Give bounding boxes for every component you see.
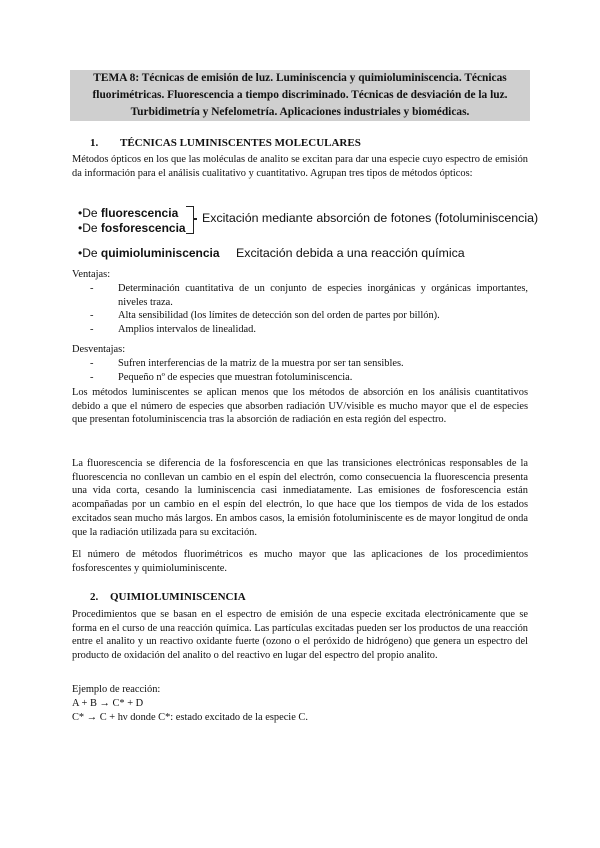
list-item xyxy=(72,309,528,323)
dash-bullet: - xyxy=(90,371,94,383)
list-item-text: Alta sensibilidad (los límites de detección son del orden de partes por billón). xyxy=(118,310,440,322)
reaction-example-label: Ejemplo de reacción: xyxy=(72,684,161,695)
diagram-item-term: fluorescencia xyxy=(100,206,179,220)
diagram-item-phosphorescence xyxy=(78,221,186,235)
section-1-title: TÉCNICAS LUMINISCENTES MOLECULARES xyxy=(120,137,361,149)
diagram-item-fluorescence xyxy=(78,206,178,220)
section-2-body: Procedimientos que se basan en el espectro de emisión de una especie excitada electrónicamente que se forma en el curso de una reacción química. Las partículas excitadas pueden ser los productos de una reacción entre el analito y un reactivo oxidante fuerte (ozono o el peróxido de hidrógeno) que genera un espectro del producto de oxidación del analito o del reactivo en lugar del espectro del propio analito. xyxy=(72,609,528,662)
section-1-intro: Métodos ópticos en los que las moléculas de analito se excitan para dar una especie cuyo espectro de emisión da información para el análisis cualitativo y cuantitativo. Agrupan tres tipos de métodos ópticos: xyxy=(72,154,528,179)
dash-bullet: - xyxy=(90,358,94,369)
disadvantages-list xyxy=(72,357,528,384)
section-2-number: 2. xyxy=(90,591,99,603)
list-item-text: Amplios intervalos de linealidad. xyxy=(118,324,256,336)
list-item xyxy=(72,282,528,309)
diagram-item-chemiluminescence xyxy=(78,246,220,260)
paragraph-fluorescence-vs-phosphorescence: La fluorescencia se diferencia de la fosforescencia en que las transiciones electrónicas responsables de la fluorescencia no conllevan un cambio en el espín del electrón, como consecuencia la fluorescencia presenta una vida corta, cesando la luminiscencia casi inmediatamente. Las emisiones de fosforescencia están acompañadas por un cambio en el espín del electrón, lo que hace que los tiempos de vida de los estados excitados sean mucho más largos. En ambos casos, la emisión fotoluminiscente es de mayor longitud de onda que la radiación utilizada para su excitación. xyxy=(72,458,528,538)
brace-icon xyxy=(186,206,194,234)
list-item-text: Pequeño nº de especies que muestran fotoluminiscencia. xyxy=(118,371,353,383)
luminescence-types-diagram xyxy=(72,204,542,264)
section-1-number: 1. xyxy=(90,137,99,149)
diagram-item-prefix: •De xyxy=(78,221,101,235)
list-item xyxy=(72,357,528,371)
title-line-1: TEMA 8: Técnicas de emisión de luz. Luminiscencia y quimioluminiscencia. Técnicas xyxy=(93,72,507,84)
dash-bullet: - xyxy=(90,310,94,322)
paragraph-fluorimetric-methods: El número de métodos fluorimétricos es mucho mayor que las aplicaciones de los procedimientos fosforescentes y quimioluminiscente. xyxy=(72,549,528,574)
reaction-equation-1: A + B → C* + D xyxy=(72,698,144,709)
section-2-title: QUIMIOLUMINISCENCIA xyxy=(110,591,246,603)
diagram-item-term: quimioluminiscencia xyxy=(100,246,220,260)
list-item-text: Determinación cuantitativa de un conjunto de especies inorgánicas y orgánicas importantes, niveles traza. xyxy=(118,283,528,308)
dash-bullet: - xyxy=(90,283,94,294)
advantages-label: Ventajas: xyxy=(72,269,111,280)
list-item-text: Sufren interferencias de la matriz de la muestra por ser tan sensibles. xyxy=(118,358,404,369)
section-2-heading xyxy=(90,591,246,603)
paragraph-methods-comparison: Los métodos luminiscentes se aplican menos que los métodos de absorción en los análisis cuantitativos debido a que el número de especies que absorben radiación UV/visible es mucho mayor que el de especies que presentan fotoluminiscencia tras la absorción de radiación en esta región del espectro. xyxy=(72,387,528,426)
diagram-item-prefix: •De xyxy=(78,206,101,220)
brace-nub xyxy=(193,218,197,220)
title-line-2: fluorimétricas. Fluorescencia a tiempo discriminado. Técnicas de desviación de la luz. xyxy=(92,89,508,101)
chemiluminescence-description: Excitación debida a una reacción química xyxy=(236,246,465,260)
list-item xyxy=(72,371,528,385)
title-line-3: Turbidimetría y Nefelometría. Aplicaciones industriales y biomédicas. xyxy=(130,106,470,118)
dash-bullet: - xyxy=(90,324,94,336)
reaction-equation-2: C* → C + hν donde C*: estado excitado de la especie C. xyxy=(72,712,308,723)
photoluminescence-description: Excitación mediante absorción de fotones (fotoluminiscencia) xyxy=(202,211,539,225)
section-1-heading xyxy=(90,137,361,149)
disadvantages-label: Desventajas: xyxy=(72,344,126,355)
page-title xyxy=(70,70,530,121)
advantages-list xyxy=(72,282,528,337)
diagram-item-term: fosforescencia xyxy=(100,221,186,235)
list-item xyxy=(72,323,528,337)
diagram-item-prefix: •De xyxy=(78,246,101,260)
